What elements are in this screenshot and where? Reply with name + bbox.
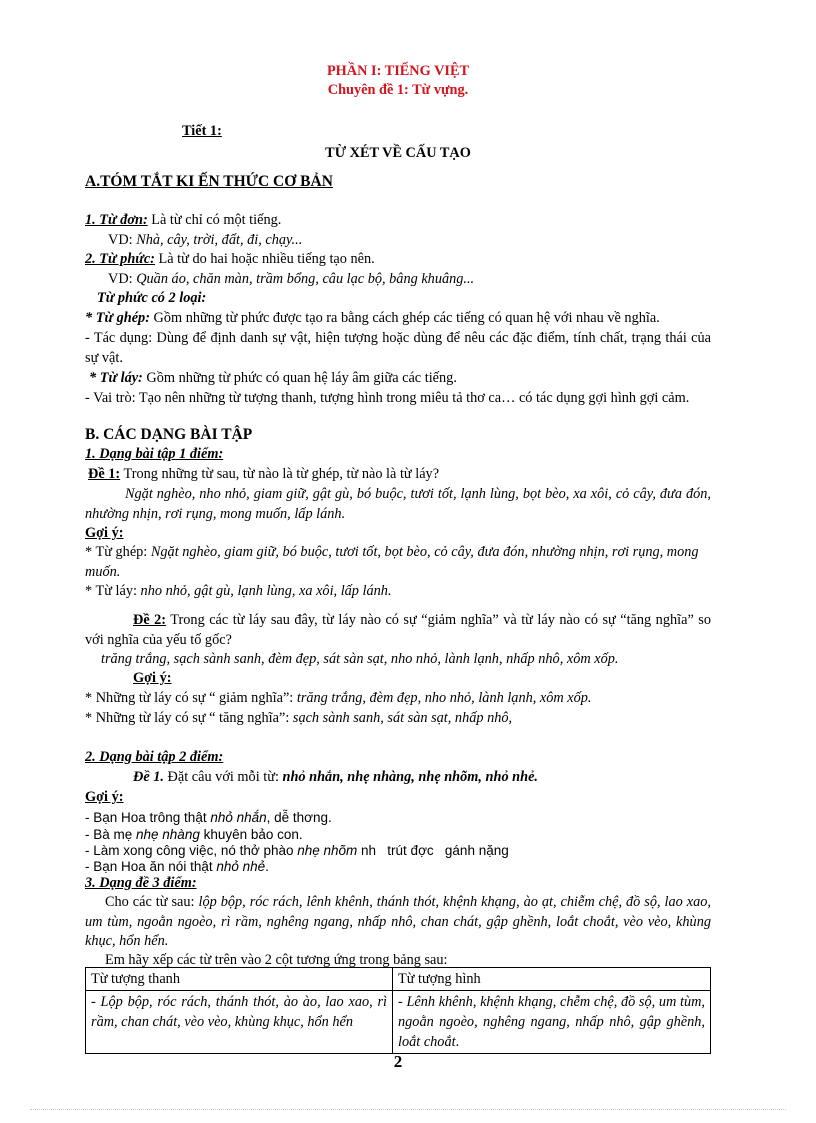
answer-label: * Từ láy: (85, 583, 141, 599)
dang-3-heading: 3. Dạng đề 3 điểm: (85, 875, 197, 891)
sentence-text: , dễ thơng. (266, 810, 332, 825)
goi-y-3: Gợi ý: (85, 789, 124, 805)
tu-phuc-line (85, 250, 711, 270)
sentence-text: - Bạn Hoa trông thật (85, 810, 211, 825)
types-heading: Từ phức có 2 loại: (97, 290, 207, 306)
table-header-cell: Từ tượng hình (393, 968, 711, 991)
lesson-label: Tiết 1: (182, 123, 222, 139)
cell-words: Lộp bộp, róc rách, thánh thót, ào ào, lao xao, rì rầm, chan chát, vèo vèo, khùng khục, hổn hển (91, 994, 387, 1030)
dang-1-heading: 1. Dạng bài tập 1 điểm: (85, 446, 224, 462)
de-1-words: Ngặt nghèo, nho nhỏ, giam giữ, gật gù, bó buộc, tươi tốt, lạnh lùng, bọt bèo, xa xôi, cỏ cây, đưa đón, nhường nhịn, rơi rụng, mong muốn, lấp lánh. (85, 486, 711, 522)
tu-phuc-example (108, 270, 711, 290)
sentence-word: nhỏ nhẻ (216, 859, 266, 874)
example-words: Nhà, cây, trời, đất, đi, chạy... (136, 232, 303, 248)
de-2-text: Trong các từ láy sau đây, từ láy nào có sự “giảm nghĩa” và từ láy nào có sự “tăng nghĩa” so với nghĩa của yếu tố gốc? (85, 612, 711, 648)
table-cell-tuong-hinh (393, 991, 711, 1054)
cell-dash: - (91, 994, 101, 1010)
tu-lay-text: Gồm những từ phức có quan hệ láy âm giữa các tiếng. (142, 370, 457, 386)
answer-giam-nghia (85, 689, 711, 709)
sentence-word: nhẹ nhõm (297, 843, 358, 858)
de-1b-label: Đề 1. (133, 769, 164, 785)
document-page (85, 0, 711, 1123)
answer-tang-nghia (85, 709, 711, 729)
sentence-word: nhỏ nhắn (210, 810, 267, 825)
answer-label: * Từ ghép: (85, 544, 151, 560)
example-words: Quần áo, chăn màn, trầm bổng, câu lạc bộ, bâng khuâng... (136, 271, 475, 287)
answer-words: nho nhỏ, gật gù, lạnh lùng, xa xôi, lấp lánh. (140, 583, 392, 599)
tac-dung: - Tác dụng: Dùng để định danh sự vật, hiện tượng hoặc dùng để nêu các đặc điểm, tính chất, trạng thái của sự vật. (85, 330, 711, 366)
dang-3-word-list: lộp bộp, róc rách, lênh khênh, thánh thót, khệnh khạng, ào ạt, chiễm chệ, đồ sộ, lao xao, um tùm, ngoằn ngoèo, rì rầm, nghêng ngang, nhấp nhô, chan chát, gập ghềnh, loắt choắt, vèo vèo, khùng khục, hổn hển. (85, 894, 711, 949)
goi-y-1: Gợi ý: (85, 525, 124, 541)
table-header-row (86, 968, 711, 991)
tu-phuc-text: Là từ do hai hoặc nhiều tiếng tạo nên. (154, 251, 375, 267)
vai-tro: - Vai trò: Tạo nên những từ tượng thanh, tượng hình trong miêu tả thơ ca… có tác dụng gợi hình gợi cảm. (85, 390, 690, 406)
de-1-line (88, 465, 711, 485)
answer-tu-lay (85, 582, 711, 602)
de-1b-line (133, 768, 711, 788)
table-header-cell: Từ tượng thanh (86, 968, 393, 991)
tu-don-text: Là từ chỉ có một tiếng. (147, 212, 282, 228)
sentence-text: - Làm xong công việc, nó thở phào (85, 843, 298, 858)
example-label: VD: (108, 232, 137, 248)
sentence-text: - Bà mẹ (85, 827, 137, 842)
cell-end: . (455, 1034, 460, 1050)
tu-lay-label: * Từ láy: (89, 370, 143, 386)
tu-don-example (108, 231, 711, 251)
sentence-text: nh trút đợc gánh nặng (357, 843, 509, 858)
sentence-text: - Bạn Hoa ăn nói thật (85, 859, 217, 874)
dang-3-words (85, 893, 711, 952)
answer-tu-ghep (85, 543, 711, 582)
tu-don-label: 1. Từ đơn: (85, 212, 148, 228)
dang-3-intro: Cho các từ sau: (105, 894, 199, 910)
page-footer-divider (30, 1109, 786, 1110)
answer-label: * Những từ láy có sự “ giảm nghĩa”: (85, 690, 297, 706)
tu-ghep-label: * Từ ghép: (85, 310, 150, 326)
cell-dash: - (398, 994, 407, 1010)
tu-lay-line (89, 369, 711, 389)
page-number: 2 (393, 1052, 403, 1071)
part-title: PHẦN I: TIẾNG VIỆT (326, 63, 470, 79)
dang-3-task: Em hãy xếp các từ trên vào 2 cột tương ứng trong bảng sau: (105, 952, 448, 968)
classification-table (85, 967, 711, 1054)
answer-label: * Những từ láy có sự “ tăng nghĩa”: (85, 710, 293, 726)
de-2-line (85, 611, 711, 650)
sentence-word: nhẹ nhàng (136, 827, 200, 842)
de-2-label: Đề 2: (133, 612, 167, 628)
example-label: VD: (108, 271, 137, 287)
tu-don-line (85, 211, 711, 231)
answer-words: Ngặt nghèo, giam giữ, bó buộc, tươi tốt, bọt bèo, cỏ cây, đưa đón, nhường nhịn, rơi rụng, mong muốn. (85, 544, 699, 580)
lesson-title: TỪ XÉT VỀ CẤU TẠO (325, 145, 471, 161)
tu-ghep-line (85, 309, 711, 329)
dang-2-heading: 2. Dạng bài tập 2 điểm: (85, 749, 224, 765)
section-a-heading: A.TÓM TẮT KI ẾN THỨC CƠ BẢN (85, 173, 333, 190)
de-1b-words: nhỏ nhắn, nhẹ nhàng, nhẹ nhõm, nhỏ nhẻ. (282, 769, 539, 785)
de-1-text: Trong những từ sau, từ nào là từ ghép, từ nào là từ láy? (120, 466, 440, 482)
answer-words: sạch sành sanh, sát sàn sạt, nhấp nhô, (292, 710, 513, 726)
de-1b-text: Đặt câu với mỗi từ: (163, 769, 283, 785)
de-1-label: Đề 1: (88, 466, 121, 482)
goi-y-2: Gợi ý: (133, 670, 172, 686)
de-2-words: trăng trắng, sạch sành sanh, đèm đẹp, sát sàn sạt, nho nhỏ, lành lạnh, nhấp nhô, xôm xốp. (101, 651, 619, 667)
topic-title: Chuyên đề 1: Từ vựng. (327, 82, 469, 98)
section-b-heading: B. CÁC DẠNG BÀI TẬP (85, 426, 253, 443)
table-cell-tuong-thanh (86, 991, 393, 1054)
answer-words: trăng trắng, đèm đẹp, nho nhỏ, lành lạnh, xôm xốp. (296, 690, 592, 706)
sentence-text: . (265, 859, 269, 874)
table-row (86, 991, 711, 1054)
cell-words: Lênh khênh, khệnh khạng, chễm chệ, đồ sộ, um tùm, ngoằn ngoèo, nghêng ngang, nhấp nhô, gập ghềnh, loắt choắt (398, 994, 706, 1050)
tu-ghep-text: Gồm những từ phức được tạo ra bằng cách ghép các tiếng có quan hệ với nhau về nghĩa. (149, 310, 660, 326)
tu-phuc-label: 2. Từ phức: (85, 251, 155, 267)
sentence-text: khuyên bảo con. (199, 827, 303, 842)
